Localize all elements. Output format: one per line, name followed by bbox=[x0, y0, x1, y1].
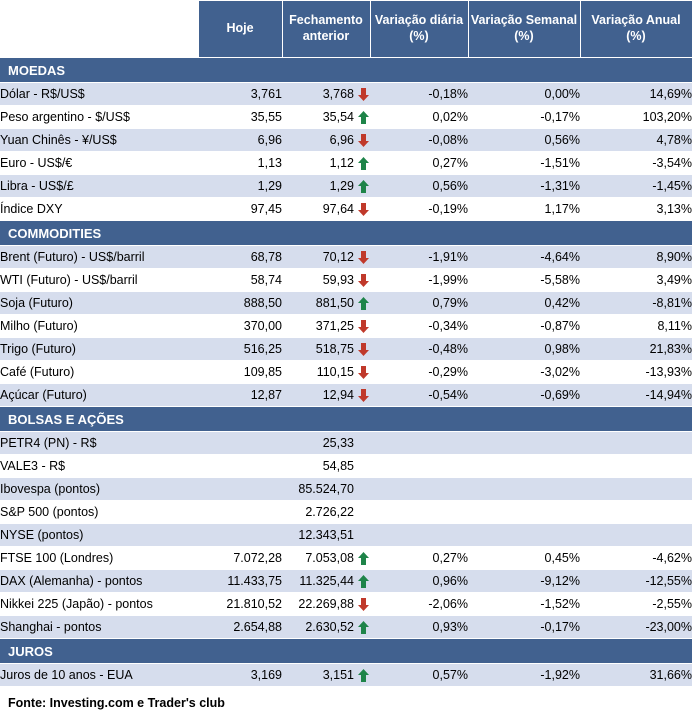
row-fechamento-anterior bbox=[282, 664, 370, 687]
header-row bbox=[0, 1, 692, 58]
row-variacao-semanal: 0,98% bbox=[468, 338, 580, 361]
row-label: FTSE 100 (Londres) bbox=[0, 547, 198, 570]
row-variacao-semanal: 0,42% bbox=[468, 292, 580, 315]
row-variacao-anual bbox=[580, 478, 692, 501]
row-label: Soja (Futuro) bbox=[0, 292, 198, 315]
row-fechamento-value: 3,768 bbox=[323, 87, 354, 101]
row-variacao-semanal: 0,56% bbox=[468, 129, 580, 152]
row-fechamento-anterior bbox=[282, 338, 370, 361]
row-variacao-semanal: -3,02% bbox=[468, 361, 580, 384]
row-variacao-anual: 8,11% bbox=[580, 315, 692, 338]
row-hoje bbox=[198, 501, 282, 524]
row-variacao-diaria: -0,48% bbox=[370, 338, 468, 361]
row-fechamento-anterior bbox=[282, 269, 370, 292]
row-label: Nikkei 225 (Japão) - pontos bbox=[0, 593, 198, 616]
section-header-row bbox=[0, 639, 692, 664]
row-variacao-anual: -1,45% bbox=[580, 175, 692, 198]
row-variacao-anual: -13,93% bbox=[580, 361, 692, 384]
row-variacao-semanal: 0,00% bbox=[468, 83, 580, 106]
row-fechamento-value: 12.343,51 bbox=[298, 528, 354, 542]
row-fechamento-anterior bbox=[282, 547, 370, 570]
row-variacao-anual: -23,00% bbox=[580, 616, 692, 639]
table-row bbox=[0, 83, 692, 106]
header-cell-variacao-diaria: Variação diária (%) bbox=[370, 1, 468, 58]
row-variacao-diaria: 0,96% bbox=[370, 570, 468, 593]
arrow-down-icon bbox=[357, 87, 370, 102]
row-fechamento-anterior bbox=[282, 432, 370, 455]
row-hoje: 1,13 bbox=[198, 152, 282, 175]
table-row bbox=[0, 292, 692, 315]
row-variacao-anual: -4,62% bbox=[580, 547, 692, 570]
header-cell-fechamento-anterior: Fechamento anterior bbox=[282, 1, 370, 58]
row-variacao-semanal bbox=[468, 478, 580, 501]
arrow-up-icon bbox=[357, 110, 370, 125]
table-row bbox=[0, 338, 692, 361]
row-fechamento-anterior bbox=[282, 361, 370, 384]
row-fechamento-anterior bbox=[282, 152, 370, 175]
table-row bbox=[0, 129, 692, 152]
row-variacao-anual: 21,83% bbox=[580, 338, 692, 361]
row-variacao-semanal bbox=[468, 432, 580, 455]
row-fechamento-value: 3,151 bbox=[323, 668, 354, 682]
row-fechamento-anterior bbox=[282, 246, 370, 269]
table-row bbox=[0, 246, 692, 269]
row-variacao-anual: 8,90% bbox=[580, 246, 692, 269]
section-header-row bbox=[0, 58, 692, 83]
header-cell-variacao-semanal: Variação Semanal (%) bbox=[468, 1, 580, 58]
row-fechamento-value: 25,33 bbox=[323, 436, 354, 450]
row-label: Juros de 10 anos - EUA bbox=[0, 664, 198, 687]
row-variacao-diaria bbox=[370, 501, 468, 524]
row-fechamento-value: 70,12 bbox=[323, 250, 354, 264]
row-label: Café (Futuro) bbox=[0, 361, 198, 384]
row-fechamento-value: 2.630,52 bbox=[305, 620, 354, 634]
row-variacao-anual bbox=[580, 455, 692, 478]
table-row bbox=[0, 361, 692, 384]
row-variacao-diaria: -0,08% bbox=[370, 129, 468, 152]
row-fechamento-value: 59,93 bbox=[323, 273, 354, 287]
arrow-up-icon bbox=[357, 179, 370, 194]
row-label: Açúcar (Futuro) bbox=[0, 384, 198, 407]
table-row bbox=[0, 175, 692, 198]
arrow-down-icon bbox=[357, 250, 370, 265]
table-header bbox=[0, 1, 692, 58]
row-label: Índice DXY bbox=[0, 198, 198, 221]
row-fechamento-anterior bbox=[282, 455, 370, 478]
row-variacao-semanal: -0,87% bbox=[468, 315, 580, 338]
arrow-down-icon bbox=[357, 365, 370, 380]
source-note: Fonte: Investing.com e Trader's club bbox=[0, 687, 692, 717]
row-hoje: 68,78 bbox=[198, 246, 282, 269]
row-variacao-semanal: -1,31% bbox=[468, 175, 580, 198]
row-variacao-semanal: -1,51% bbox=[468, 152, 580, 175]
row-variacao-semanal: -0,17% bbox=[468, 106, 580, 129]
row-label: PETR4 (PN) - R$ bbox=[0, 432, 198, 455]
table-row bbox=[0, 106, 692, 129]
row-hoje: 2.654,88 bbox=[198, 616, 282, 639]
table-row bbox=[0, 315, 692, 338]
row-hoje: 97,45 bbox=[198, 198, 282, 221]
row-variacao-anual: -2,55% bbox=[580, 593, 692, 616]
row-variacao-semanal: 0,45% bbox=[468, 547, 580, 570]
row-fechamento-value: 6,96 bbox=[330, 133, 354, 147]
row-label: Euro - US$/€ bbox=[0, 152, 198, 175]
row-hoje: 21.810,52 bbox=[198, 593, 282, 616]
row-label: Dólar - R$/US$ bbox=[0, 83, 198, 106]
row-fechamento-anterior bbox=[282, 478, 370, 501]
table-body bbox=[0, 58, 692, 717]
row-fechamento-value: 54,85 bbox=[323, 459, 354, 473]
row-variacao-semanal: 1,17% bbox=[468, 198, 580, 221]
arrow-up-icon bbox=[357, 668, 370, 683]
row-variacao-anual: 14,69% bbox=[580, 83, 692, 106]
row-label: Libra - US$/£ bbox=[0, 175, 198, 198]
table-row bbox=[0, 524, 692, 547]
row-hoje: 1,29 bbox=[198, 175, 282, 198]
row-fechamento-value: 518,75 bbox=[316, 342, 354, 356]
footer-row bbox=[0, 687, 692, 717]
row-variacao-diaria bbox=[370, 478, 468, 501]
row-fechamento-anterior bbox=[282, 106, 370, 129]
row-variacao-anual: -12,55% bbox=[580, 570, 692, 593]
row-hoje: 3,761 bbox=[198, 83, 282, 106]
arrow-up-icon bbox=[357, 574, 370, 589]
section-title: BOLSAS E AÇÕES bbox=[0, 407, 692, 432]
row-label: Peso argentino - $/US$ bbox=[0, 106, 198, 129]
row-variacao-diaria: 0,27% bbox=[370, 547, 468, 570]
row-fechamento-value: 35,54 bbox=[323, 110, 354, 124]
arrow-down-icon bbox=[357, 202, 370, 217]
table-row bbox=[0, 478, 692, 501]
arrow-up-icon bbox=[357, 156, 370, 171]
table-row bbox=[0, 198, 692, 221]
table-row bbox=[0, 570, 692, 593]
row-fechamento-value: 22.269,88 bbox=[298, 597, 354, 611]
row-hoje bbox=[198, 478, 282, 501]
row-fechamento-value: 7.053,08 bbox=[305, 551, 354, 565]
row-variacao-diaria: -0,34% bbox=[370, 315, 468, 338]
section-title: COMMODITIES bbox=[0, 221, 692, 246]
table-row bbox=[0, 501, 692, 524]
arrow-down-icon bbox=[357, 388, 370, 403]
row-variacao-diaria: -0,54% bbox=[370, 384, 468, 407]
row-variacao-anual: -14,94% bbox=[580, 384, 692, 407]
arrow-up-icon bbox=[357, 296, 370, 311]
row-variacao-diaria: -2,06% bbox=[370, 593, 468, 616]
table-row bbox=[0, 593, 692, 616]
table-row bbox=[0, 455, 692, 478]
row-fechamento-anterior bbox=[282, 292, 370, 315]
row-variacao-diaria: -1,99% bbox=[370, 269, 468, 292]
row-fechamento-value: 11.325,44 bbox=[299, 574, 354, 588]
row-variacao-semanal: -0,69% bbox=[468, 384, 580, 407]
row-variacao-anual bbox=[580, 501, 692, 524]
arrow-down-icon bbox=[357, 319, 370, 334]
row-hoje: 12,87 bbox=[198, 384, 282, 407]
row-label: Brent (Futuro) - US$/barril bbox=[0, 246, 198, 269]
table-row bbox=[0, 384, 692, 407]
row-hoje: 516,25 bbox=[198, 338, 282, 361]
row-variacao-semanal: -5,58% bbox=[468, 269, 580, 292]
row-variacao-diaria: 0,93% bbox=[370, 616, 468, 639]
row-hoje: 11.433,75 bbox=[198, 570, 282, 593]
row-fechamento-anterior bbox=[282, 501, 370, 524]
row-variacao-diaria: -1,91% bbox=[370, 246, 468, 269]
row-hoje bbox=[198, 432, 282, 455]
section-header-row bbox=[0, 407, 692, 432]
row-variacao-diaria: 0,02% bbox=[370, 106, 468, 129]
row-fechamento-anterior bbox=[282, 384, 370, 407]
table-row bbox=[0, 269, 692, 292]
row-variacao-diaria bbox=[370, 455, 468, 478]
row-variacao-anual: 4,78% bbox=[580, 129, 692, 152]
row-label: Milho (Futuro) bbox=[0, 315, 198, 338]
row-label: Ibovespa (pontos) bbox=[0, 478, 198, 501]
arrow-down-icon bbox=[357, 273, 370, 288]
arrow-up-icon bbox=[357, 551, 370, 566]
row-fechamento-anterior bbox=[282, 593, 370, 616]
section-title: MOEDAS bbox=[0, 58, 692, 83]
row-variacao-semanal: -1,52% bbox=[468, 593, 580, 616]
row-variacao-diaria: -0,29% bbox=[370, 361, 468, 384]
arrow-down-icon bbox=[357, 133, 370, 148]
table-row bbox=[0, 616, 692, 639]
row-hoje: 35,55 bbox=[198, 106, 282, 129]
row-variacao-anual: 3,49% bbox=[580, 269, 692, 292]
row-variacao-semanal: -4,64% bbox=[468, 246, 580, 269]
arrow-down-icon bbox=[357, 597, 370, 612]
row-variacao-diaria bbox=[370, 432, 468, 455]
row-variacao-anual: 31,66% bbox=[580, 664, 692, 687]
row-fechamento-anterior bbox=[282, 198, 370, 221]
arrow-up-icon bbox=[357, 620, 370, 635]
row-fechamento-value: 97,64 bbox=[323, 202, 354, 216]
row-variacao-diaria: 0,57% bbox=[370, 664, 468, 687]
table-row bbox=[0, 547, 692, 570]
row-variacao-semanal: -9,12% bbox=[468, 570, 580, 593]
row-label: DAX (Alemanha) - pontos bbox=[0, 570, 198, 593]
row-fechamento-anterior bbox=[282, 315, 370, 338]
row-variacao-semanal bbox=[468, 501, 580, 524]
row-label: S&P 500 (pontos) bbox=[0, 501, 198, 524]
row-label: Shanghai - pontos bbox=[0, 616, 198, 639]
row-variacao-anual bbox=[580, 432, 692, 455]
row-variacao-anual: -8,81% bbox=[580, 292, 692, 315]
section-header-row bbox=[0, 221, 692, 246]
row-hoje: 370,00 bbox=[198, 315, 282, 338]
row-fechamento-anterior bbox=[282, 83, 370, 106]
arrow-down-icon bbox=[357, 342, 370, 357]
row-fechamento-value: 1,12 bbox=[330, 156, 354, 170]
row-hoje: 888,50 bbox=[198, 292, 282, 315]
row-fechamento-value: 1,29 bbox=[330, 179, 354, 193]
row-fechamento-anterior bbox=[282, 616, 370, 639]
row-variacao-semanal: -0,17% bbox=[468, 616, 580, 639]
row-variacao-diaria: -0,19% bbox=[370, 198, 468, 221]
row-hoje: 109,85 bbox=[198, 361, 282, 384]
section-title: JUROS bbox=[0, 639, 692, 664]
row-variacao-diaria bbox=[370, 524, 468, 547]
row-fechamento-anterior bbox=[282, 524, 370, 547]
row-hoje bbox=[198, 524, 282, 547]
row-label: Trigo (Futuro) bbox=[0, 338, 198, 361]
table-row bbox=[0, 432, 692, 455]
row-variacao-anual bbox=[580, 524, 692, 547]
row-hoje: 58,74 bbox=[198, 269, 282, 292]
row-variacao-anual: -3,54% bbox=[580, 152, 692, 175]
row-fechamento-value: 881,50 bbox=[316, 296, 354, 310]
row-fechamento-anterior bbox=[282, 175, 370, 198]
row-fechamento-value: 12,94 bbox=[323, 388, 354, 402]
row-variacao-semanal bbox=[468, 455, 580, 478]
row-hoje bbox=[198, 455, 282, 478]
row-hoje: 6,96 bbox=[198, 129, 282, 152]
row-fechamento-value: 110,15 bbox=[317, 365, 354, 379]
row-fechamento-anterior bbox=[282, 129, 370, 152]
row-variacao-diaria: 0,79% bbox=[370, 292, 468, 315]
row-label: NYSE (pontos) bbox=[0, 524, 198, 547]
row-variacao-semanal: -1,92% bbox=[468, 664, 580, 687]
row-label: Yuan Chinês - ¥/US$ bbox=[0, 129, 198, 152]
row-variacao-diaria: 0,27% bbox=[370, 152, 468, 175]
row-fechamento-anterior bbox=[282, 570, 370, 593]
row-variacao-anual: 3,13% bbox=[580, 198, 692, 221]
row-variacao-anual: 103,20% bbox=[580, 106, 692, 129]
row-fechamento-value: 371,25 bbox=[316, 319, 354, 333]
row-variacao-diaria: 0,56% bbox=[370, 175, 468, 198]
header-cell-variacao-anual: Variação Anual (%) bbox=[580, 1, 692, 58]
header-cell-blank bbox=[0, 1, 198, 58]
row-hoje: 7.072,28 bbox=[198, 547, 282, 570]
table-row bbox=[0, 152, 692, 175]
row-hoje: 3,169 bbox=[198, 664, 282, 687]
row-fechamento-value: 2.726,22 bbox=[305, 505, 354, 519]
row-label: WTI (Futuro) - US$/barril bbox=[0, 269, 198, 292]
row-variacao-diaria: -0,18% bbox=[370, 83, 468, 106]
row-fechamento-value: 85.524,70 bbox=[298, 482, 354, 496]
row-label: VALE3 - R$ bbox=[0, 455, 198, 478]
header-cell-hoje: Hoje bbox=[198, 1, 282, 58]
row-variacao-semanal bbox=[468, 524, 580, 547]
table-row bbox=[0, 664, 692, 687]
